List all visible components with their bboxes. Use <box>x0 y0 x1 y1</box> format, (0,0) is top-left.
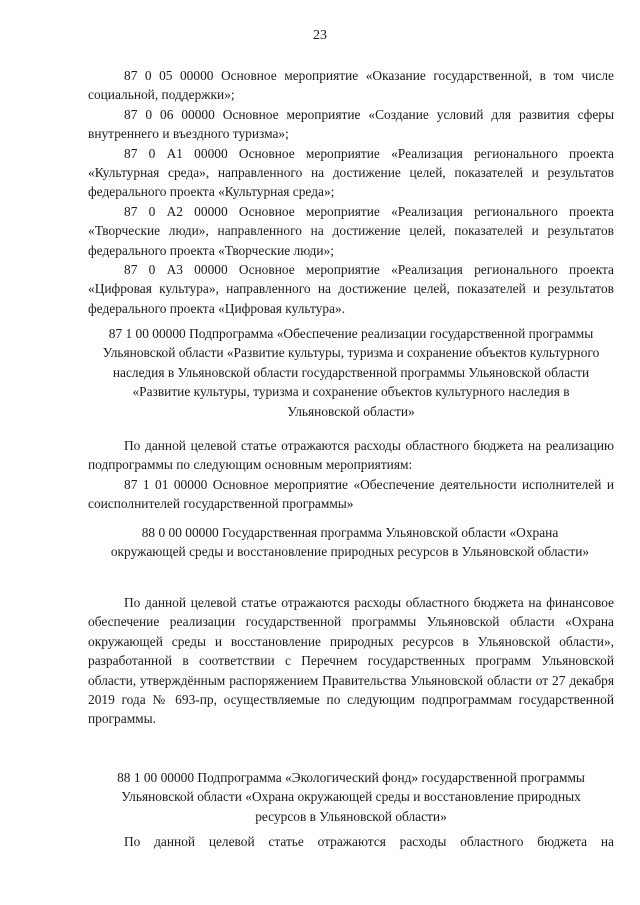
list-item: 87 1 01 00000 Основное мероприятие «Обеспечение деятельности исполнителей и соисполнителей государственной программы» <box>88 476 614 512</box>
body-paragraph: По данной целевой статье отражаются расходы областного бюджета на реализацию подпрограммы по следующим основным мероприятиям: <box>88 438 614 473</box>
program-88-body <box>88 593 614 729</box>
subprogram-88-1-body <box>88 832 614 851</box>
body-paragraph: По данной целевой статье отражаются расходы областного бюджета на финансовое обеспечение реализации государственной программы Ульяновской области «Охрана окружающей среды и восстановление природных ресурсов в Ульяновской области», разработанной в соответствии с Перечнем государственных программ Ульяновской области, утверждённым распоряжением Правительства Ульяновской области от 27 декабря 2019 года № 693-пр, осуществляемые по следующим подпрограммам государственной программы. <box>88 595 614 727</box>
list-item: 87 0 06 00000 Основное мероприятие «Создание условий для развития сферы внутреннего и въездного туризма»; <box>88 106 614 142</box>
activities-list <box>88 66 614 318</box>
program-heading-88: 88 0 00 00000 Государственная программа Ульяновской области «Охрана окружающей среды и восстановление природных ресурсов в Ульяновской области» <box>110 525 590 560</box>
list-item: 87 0 05 00000 Основное мероприятие «Оказание государственной, в том числе социальной, поддержки»; <box>88 68 614 103</box>
page-number: 23 <box>313 28 327 43</box>
subprogram-heading-87-1: 87 1 00 00000 Подпрограмма «Обеспечение реализации государственной программы Ульяновской области «Развитие культуры, туризма и сохранение объектов культурного наследия в Ульяновской области государственной программы Ульяновской области «Развитие культуры, туризма и сохранение объектов культурного наследия в Ульяновской области» <box>102 326 600 419</box>
list-item: 87 0 А3 00000 Основное мероприятие «Реализация регионального проекта «Цифровая культура», направленного на достижение целей, показателей и результатов федерального проекта «Цифровая культура». <box>88 262 614 316</box>
subprogram-87-1-body <box>88 436 614 514</box>
list-item: 87 0 А2 00000 Основное мероприятие «Реализация регионального проекта «Творческие люди», направленного на достижение целей, показателей и результатов федерального проекта «Творческие люди»; <box>88 203 614 258</box>
subprogram-heading-88-1: 88 1 00 00000 Подпрограмма «Экологический фонд» государственной программы Ульяновской области «Охрана окружающей среды и восстановление природных ресурсов в Ульяновской области» <box>117 770 585 824</box>
body-paragraph: По данной целевой статье отражаются расходы областного бюджета на <box>124 834 614 849</box>
list-item: 87 0 А1 00000 Основное мероприятие «Реализация регионального проекта «Культурная среда», направленного на достижение целей, показателей и результатов федерального проекта «Культурная среда»; <box>88 145 614 200</box>
